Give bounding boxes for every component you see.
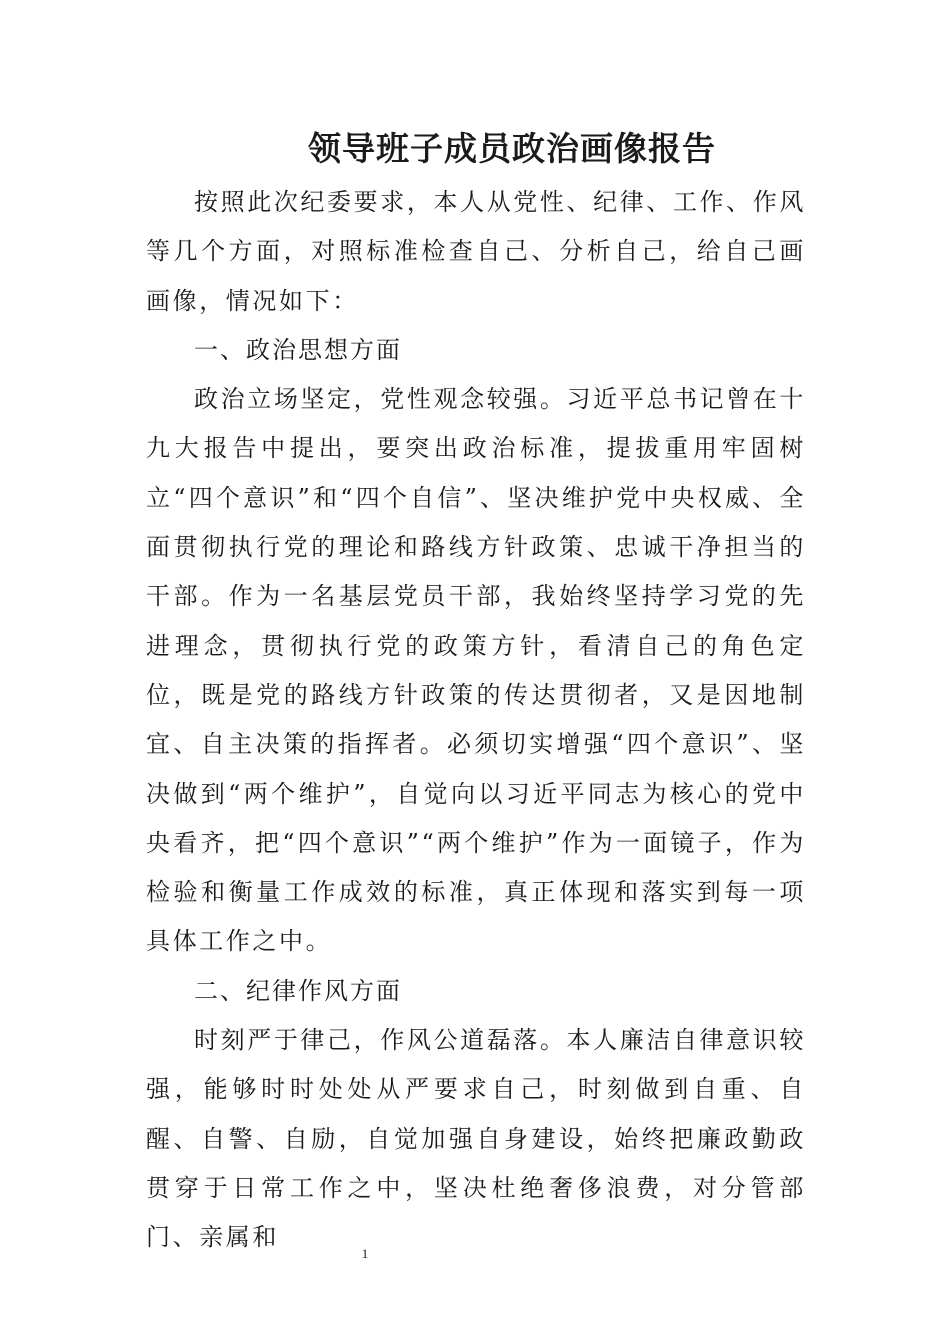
section-heading-political: 一、政治思想方面 <box>194 335 402 364</box>
document-body <box>146 178 806 1263</box>
section-paragraph-discipline: 时刻严于律己，作风公道磊落。本人廉洁自律意识较强，能够时时处处从严要求自己，时刻做到自重、自醒、自警、自励，自觉加强自身建设，始终把廉政勤政贯穿于日常工作之中，坚决杜绝奢侈浪费，对分管部门、亲属和 <box>146 1026 806 1252</box>
section-paragraph-political: 政治立场坚定，党性观念较强。习近平总书记曾在十九大报告中提出，要突出政治标准，提拔重用牢固树立“四个意识”和“四个自信”、坚决维护党中央权威、全面贯彻执行党的理论和路线方针政策、忠诚干净担当的干部。作为一名基层党员干部，我始终坚持学习党的先进理念，贯彻执行党的政策方针，看清自己的角色定位，既是党的路线方针政策的传达贯彻者，又是因地制宜、自主决策的指挥者。必须切实增强“四个意识”、坚决做到“两个维护”，自觉向以习近平同志为核心的党中央看齐，把“四个意识”“两个维护”作为一面镜子，作为检验和衡量工作成效的标准，真正体现和落实到每一项具体工作之中。 <box>146 385 806 956</box>
document-title: 领导班子成员政治画像报告 <box>308 129 716 168</box>
page-number: 1 <box>361 1246 369 1261</box>
intro-paragraph: 按照此次纪委要求，本人从党性、纪律、工作、作风等几个方面，对照标准检查自己、分析自己，给自己画画像，情况如下： <box>146 188 806 315</box>
section-heading-discipline: 二、纪律作风方面 <box>194 976 402 1005</box>
